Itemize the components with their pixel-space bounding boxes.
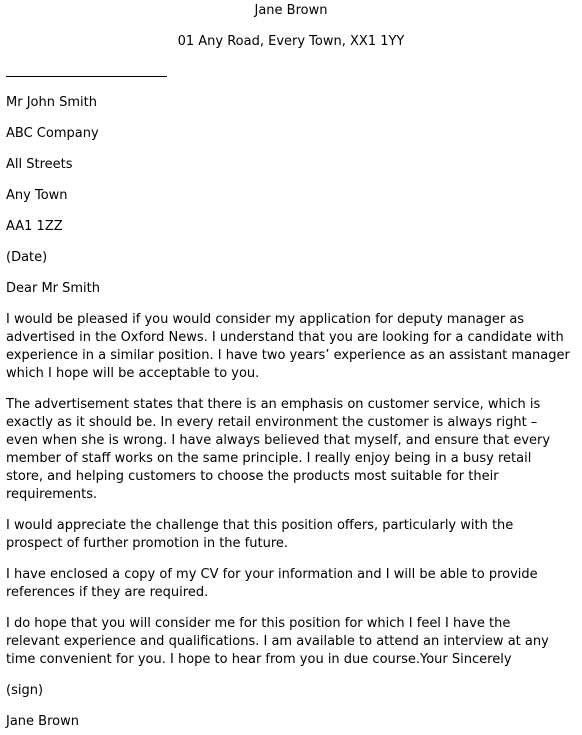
recipient-name: Mr John Smith	[6, 95, 97, 110]
paragraph-1-line-4: which I hope will be acceptable to you.	[6, 366, 260, 381]
paragraph-2-line-3: even when she is wrong. I have always believed that myself, and ensure that every	[6, 433, 551, 448]
recipient-postcode: AA1 1ZZ	[6, 219, 63, 234]
closing-name: Jane Brown	[6, 714, 79, 729]
paragraph-1-line-2: advertised in the Oxford News. I understand that you are looking for a candidate with	[6, 330, 564, 345]
divider-line	[6, 76, 167, 77]
paragraph-3-line-2: prospect of further promotion in the future.	[6, 536, 289, 551]
sender-address: 01 Any Road, Every Town, XX1 1YY	[177, 34, 405, 49]
paragraph-1-line-1: I would be pleased if you would consider my application for deputy manager as	[6, 312, 525, 327]
paragraph-2-line-6: requirements.	[6, 487, 98, 502]
paragraph-3-line-1: I would appreciate the challenge that this position offers, particularly with the	[6, 518, 514, 533]
recipient-town: Any Town	[6, 188, 68, 203]
paragraph-5-line-2: relevant experience and qualifications. I am available to attend an interview at any	[6, 634, 549, 649]
paragraph-1-line-3: experience in a similar position. I have two years’ experience as an assistant manager	[6, 348, 570, 363]
paragraph-2-line-5: store, and helping customers to choose the products most suitable for their	[6, 469, 499, 484]
paragraph-4-line-1: I have enclosed a copy of my CV for your information and I will be able to provide	[6, 567, 538, 582]
paragraph-2-line-1: The advertisement states that there is an emphasis on customer service, which is	[6, 397, 541, 412]
signature-placeholder: (sign)	[6, 683, 44, 698]
paragraph-2-line-4: member of staff works on the same principle. I really enjoy being in a busy retail	[6, 451, 532, 466]
sender-name: Jane Brown	[254, 3, 328, 18]
paragraph-5-line-1: I do hope that you will consider me for this position for which I feel I have the	[6, 616, 511, 631]
recipient-street: All Streets	[6, 157, 73, 172]
paragraph-2-line-2: exactly as it should be. In every retail environment the customer is always right –	[6, 415, 538, 430]
paragraph-4-line-2: references if they are required.	[6, 585, 209, 600]
salutation: Dear Mr Smith	[6, 281, 101, 296]
recipient-company: ABC Company	[6, 126, 99, 141]
paragraph-5-line-3: time convenient for you. I hope to hear from you in due course.Your Sincerely	[6, 652, 512, 667]
letter-date: (Date)	[6, 250, 48, 265]
